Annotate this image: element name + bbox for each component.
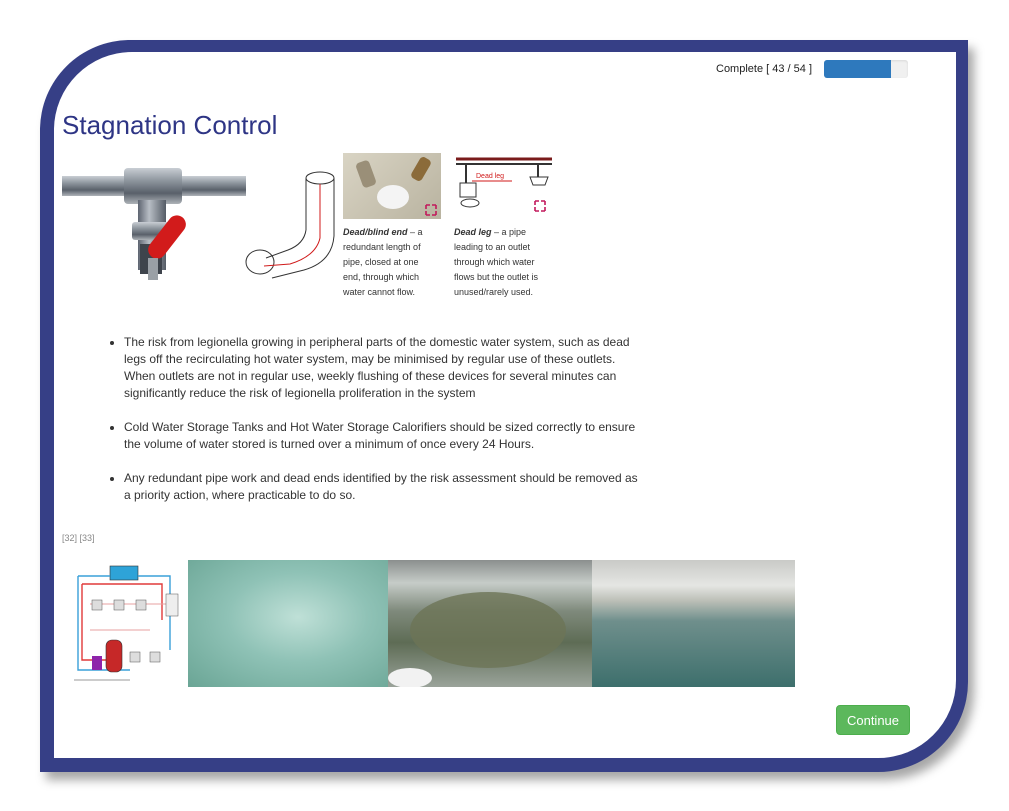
dead-leg-diagram [454, 153, 558, 219]
bullet-list [106, 334, 644, 521]
caption-term: Dead leg [454, 227, 492, 237]
caption-term: Dead/blind end [343, 227, 408, 237]
caption-line: end, through which [343, 272, 420, 282]
dead-leg-caption [454, 225, 558, 300]
tank-sediment-photo [388, 560, 592, 687]
caption-line: through which water [454, 257, 535, 267]
tank-surface-photo [592, 560, 795, 687]
caption-line: redundant length of [343, 242, 421, 252]
caption-line: unused/rarely used. [454, 287, 534, 297]
slide-content [54, 52, 956, 758]
elbow-pipe-diagram [244, 170, 336, 280]
continue-button[interactable]: Continue [836, 705, 910, 735]
list-item: • The risk from legionella growing in peripheral parts of the domestic water system, such as dead legs off the recirculating hot water system, may be minimised by regular use of these outlets. When outlets are not in regular use, weekly flushing of these devices for several minutes can significantly reduce the risk of legionella proliferation in the system [124, 334, 644, 402]
water-system-diagram [70, 560, 188, 687]
caption-line: water cannot flow. [343, 287, 416, 297]
progress-bar-fill [824, 60, 891, 78]
list-item: • Cold Water Storage Tanks and Hot Water Storage Calorifiers should be sized correctly to ensure the volume of water stored is turned over a minimum of once every 24 Hours. [124, 419, 644, 453]
caption-line: flows but the outlet is [454, 272, 539, 282]
progress-label: Complete [ 43 / 54 ] [716, 63, 812, 75]
progress-bar [824, 60, 908, 78]
page-title: Stagnation Control [62, 110, 278, 140]
expand-icon[interactable] [425, 203, 437, 215]
dead-blind-end-caption [343, 225, 443, 300]
dead-leg-figure [454, 153, 558, 300]
caption-line: – a pipe [494, 227, 527, 237]
references: [32] [33] [62, 533, 95, 543]
progress-indicator [716, 60, 908, 78]
caption-line: – a [410, 227, 423, 237]
caption-line: leading to an outlet [454, 242, 531, 252]
list-item: • Any redundant pipe work and dead ends identified by the risk assessment should be removed as a priority action, where practicable to do so. [124, 470, 644, 504]
valve-pipe-image [62, 160, 246, 280]
dead-blind-end-figure [343, 153, 443, 300]
expand-icon[interactable] [534, 199, 546, 211]
dead-blind-end-photo [343, 153, 441, 219]
caption-line: pipe, closed at one [343, 257, 419, 267]
dead-leg-label: Dead leg [476, 173, 505, 180]
tank-water-photo [188, 560, 388, 687]
